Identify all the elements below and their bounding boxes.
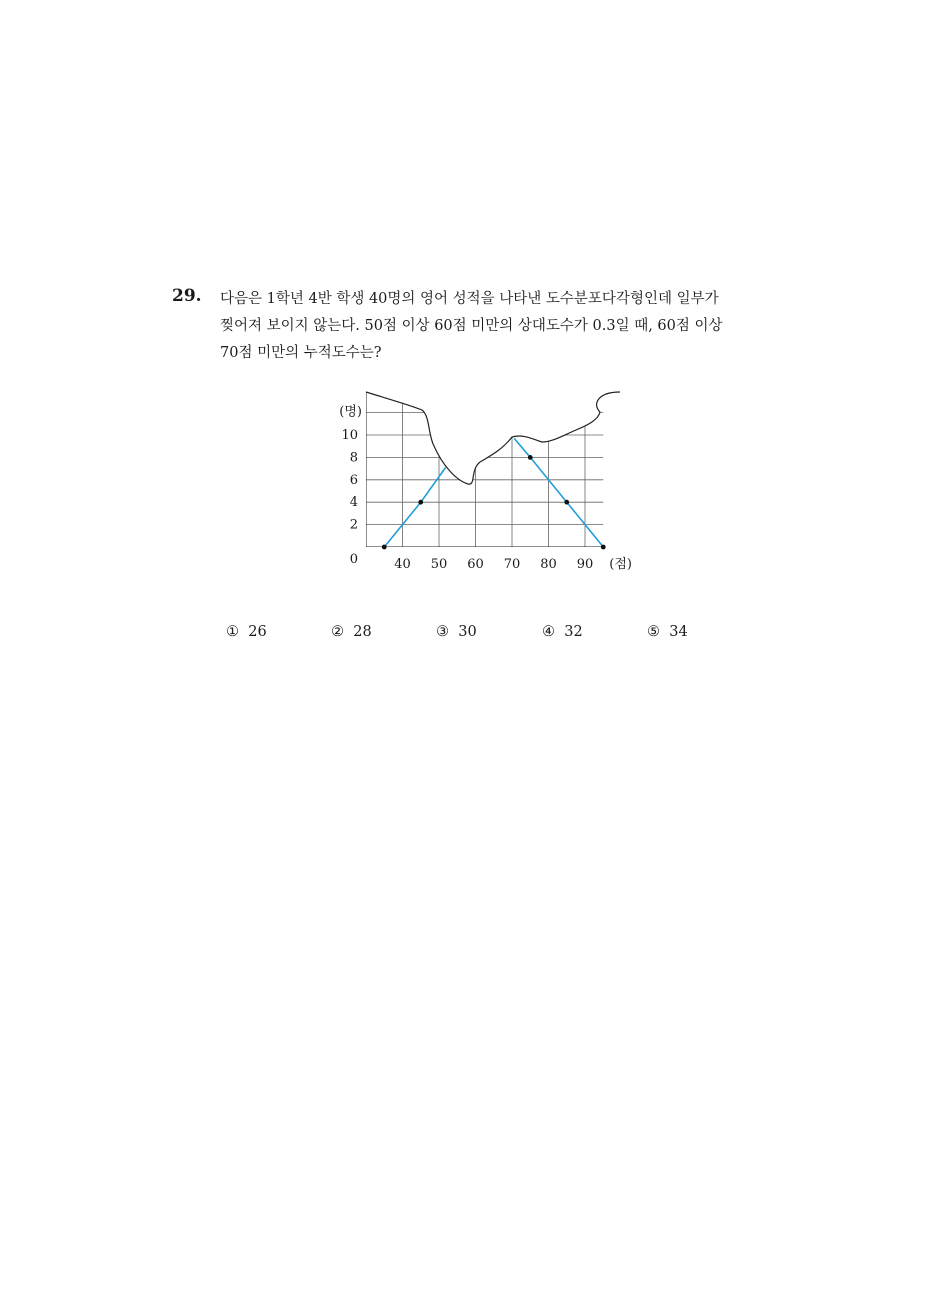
origin-label: 0 [349, 552, 358, 567]
series-line-2 [514, 438, 603, 547]
data-point-4 [564, 500, 569, 505]
x-tick-label-60: 60 [467, 557, 484, 572]
choice-3-mark: ③ [436, 624, 449, 640]
y-tick-label-8: 8 [349, 450, 358, 466]
x-tick-label-50: 50 [430, 557, 448, 572]
x-tick-label-70: 70 [503, 557, 521, 572]
question-number: 29. [172, 286, 202, 306]
question-text [220, 286, 760, 367]
choice-2-mark: ② [331, 624, 344, 640]
y-axis-label: (명) [339, 404, 362, 420]
question-line-3: 70점 미만의 누적도수는? [220, 345, 382, 361]
frequency-polygon-figure [330, 380, 640, 580]
choice-5-mark: ⑤ [647, 624, 660, 640]
choice-2[interactable] [331, 624, 372, 640]
x-tick-label-90: 90 [576, 557, 594, 572]
choice-1-value: 26 [248, 624, 267, 640]
torn-paper-edge [366, 392, 620, 484]
choice-1-mark: ① [226, 624, 239, 640]
x-tick-label-40: 40 [394, 557, 411, 572]
choice-5[interactable] [647, 624, 688, 640]
x-axis-label: (점) [609, 557, 632, 572]
data-point-1 [382, 545, 387, 550]
x-tick-label-80: 80 [540, 557, 557, 572]
grid [366, 390, 603, 547]
question-line-2: 찢어져 보이지 않는다. 50점 이상 60점 미만의 상대도수가 0.3일 때, 60점 이상 [220, 318, 723, 334]
choice-3[interactable] [436, 624, 477, 640]
choice-4-mark: ④ [542, 624, 555, 640]
data-point-2 [418, 500, 423, 505]
y-tick-label-10: 10 [341, 428, 358, 443]
data-point-3 [528, 455, 533, 460]
y-tick-label-2: 2 [349, 517, 358, 533]
frequency-polygon-chart [330, 380, 640, 580]
answer-choices [226, 624, 746, 648]
choice-5-value: 34 [669, 624, 688, 640]
polygon-series [382, 438, 606, 549]
choice-2-value: 28 [353, 624, 372, 640]
choice-1[interactable] [226, 624, 267, 640]
data-point-5 [601, 545, 606, 550]
y-tick-label-6: 6 [349, 472, 358, 488]
question-line-1: 다음은 1학년 4반 학생 40명의 영어 성적을 나타낸 도수분포다각형인데 일부가 [220, 291, 719, 307]
choice-4[interactable] [542, 624, 583, 640]
y-tick-label-4: 4 [349, 495, 358, 511]
choice-4-value: 32 [564, 624, 583, 640]
choice-3-value: 30 [458, 624, 477, 640]
